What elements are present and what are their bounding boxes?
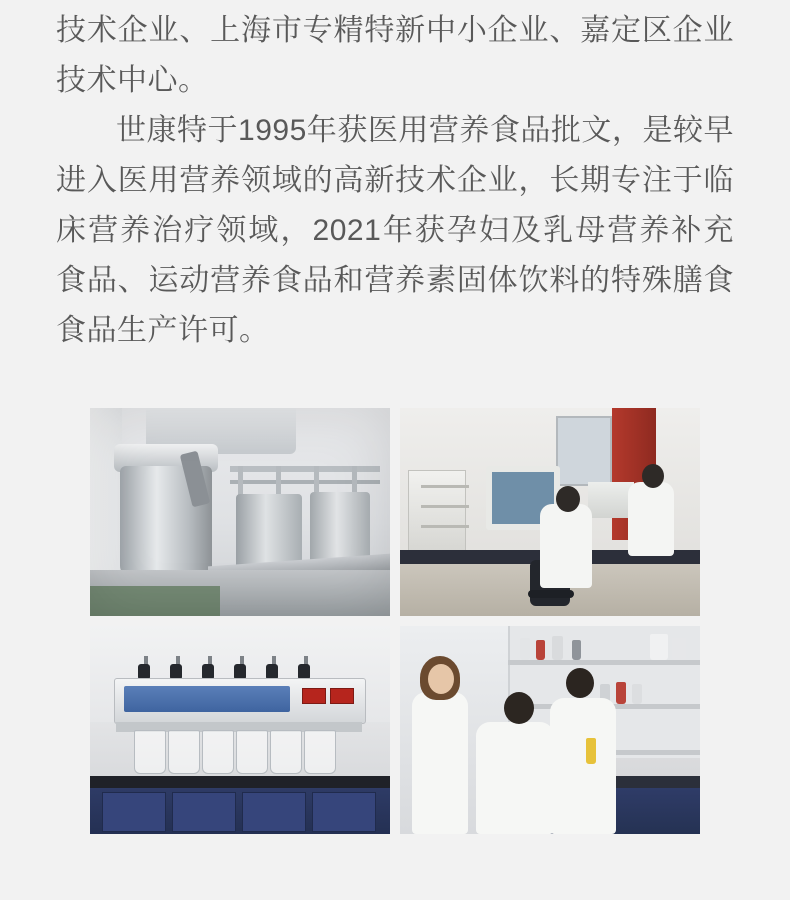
reagent-bottle-1: [520, 638, 530, 660]
photo-lab-instruments: [400, 408, 700, 616]
lab-window: [556, 416, 612, 486]
reagent-bottle-8: [616, 682, 626, 704]
cabinet-door-3: [242, 792, 306, 832]
researcher-left-coat: [412, 692, 468, 834]
researcher-center-head: [504, 692, 534, 724]
photo-extraction-apparatus: [90, 626, 390, 834]
reagent-bottle-3: [552, 636, 563, 660]
paragraph-2: 世康特于1995年获医用营养食品批文，是较早进入医用营养领域的高新技术企业，长期专注于临床营养治疗领域，2021年获孕妇及乳母营养补充食品、运动营养食品和营养素固体饮料的特殊膳食食品生产许可。: [56, 114, 734, 347]
sample-tube-yellow: [586, 738, 596, 764]
reagent-bottle-5: [650, 634, 668, 660]
paragraph-1: 技术企业、上海市专精特新中小企业、嘉定区企业技术中心。: [56, 14, 734, 97]
cabinet-door-4: [312, 792, 376, 832]
text-content: [0, 0, 790, 356]
technician-standing-head: [642, 464, 664, 488]
apparatus-display-1: [302, 688, 326, 704]
apparatus-display-2: [330, 688, 354, 704]
technician-seated-coat: [540, 504, 592, 588]
photo-production-workshop: [90, 408, 390, 616]
beaker-2: [168, 730, 200, 774]
lab-chair-base: [528, 590, 574, 598]
beaker-1: [134, 730, 166, 774]
researcher-center-coat: [476, 722, 554, 834]
beaker-6: [304, 730, 336, 774]
reagent-bottle-6: [672, 638, 686, 660]
cabinet-door-1: [102, 792, 166, 832]
photo-gallery: [90, 408, 700, 834]
reagent-bottle-2: [536, 640, 545, 660]
beaker-5: [270, 730, 302, 774]
beaker-3: [202, 730, 234, 774]
technician-seated-head: [556, 486, 580, 512]
photo-researchers-shelving: [400, 626, 700, 834]
beaker-4: [236, 730, 268, 774]
technician-standing-coat: [628, 482, 674, 556]
researcher-right-coat: [550, 698, 616, 834]
reagent-bottle-4: [572, 640, 581, 660]
chromatograph-stack: [408, 470, 466, 554]
apparatus-blue-panel: [124, 686, 290, 712]
photo-vignette: [90, 408, 390, 616]
researcher-right-head: [566, 668, 594, 698]
reagent-bottle-9: [632, 684, 642, 704]
researcher-left-head: [428, 664, 454, 694]
shelf-level-1: [508, 660, 700, 665]
cabinet-door-2: [172, 792, 236, 832]
lab-bench-top: [90, 776, 390, 788]
